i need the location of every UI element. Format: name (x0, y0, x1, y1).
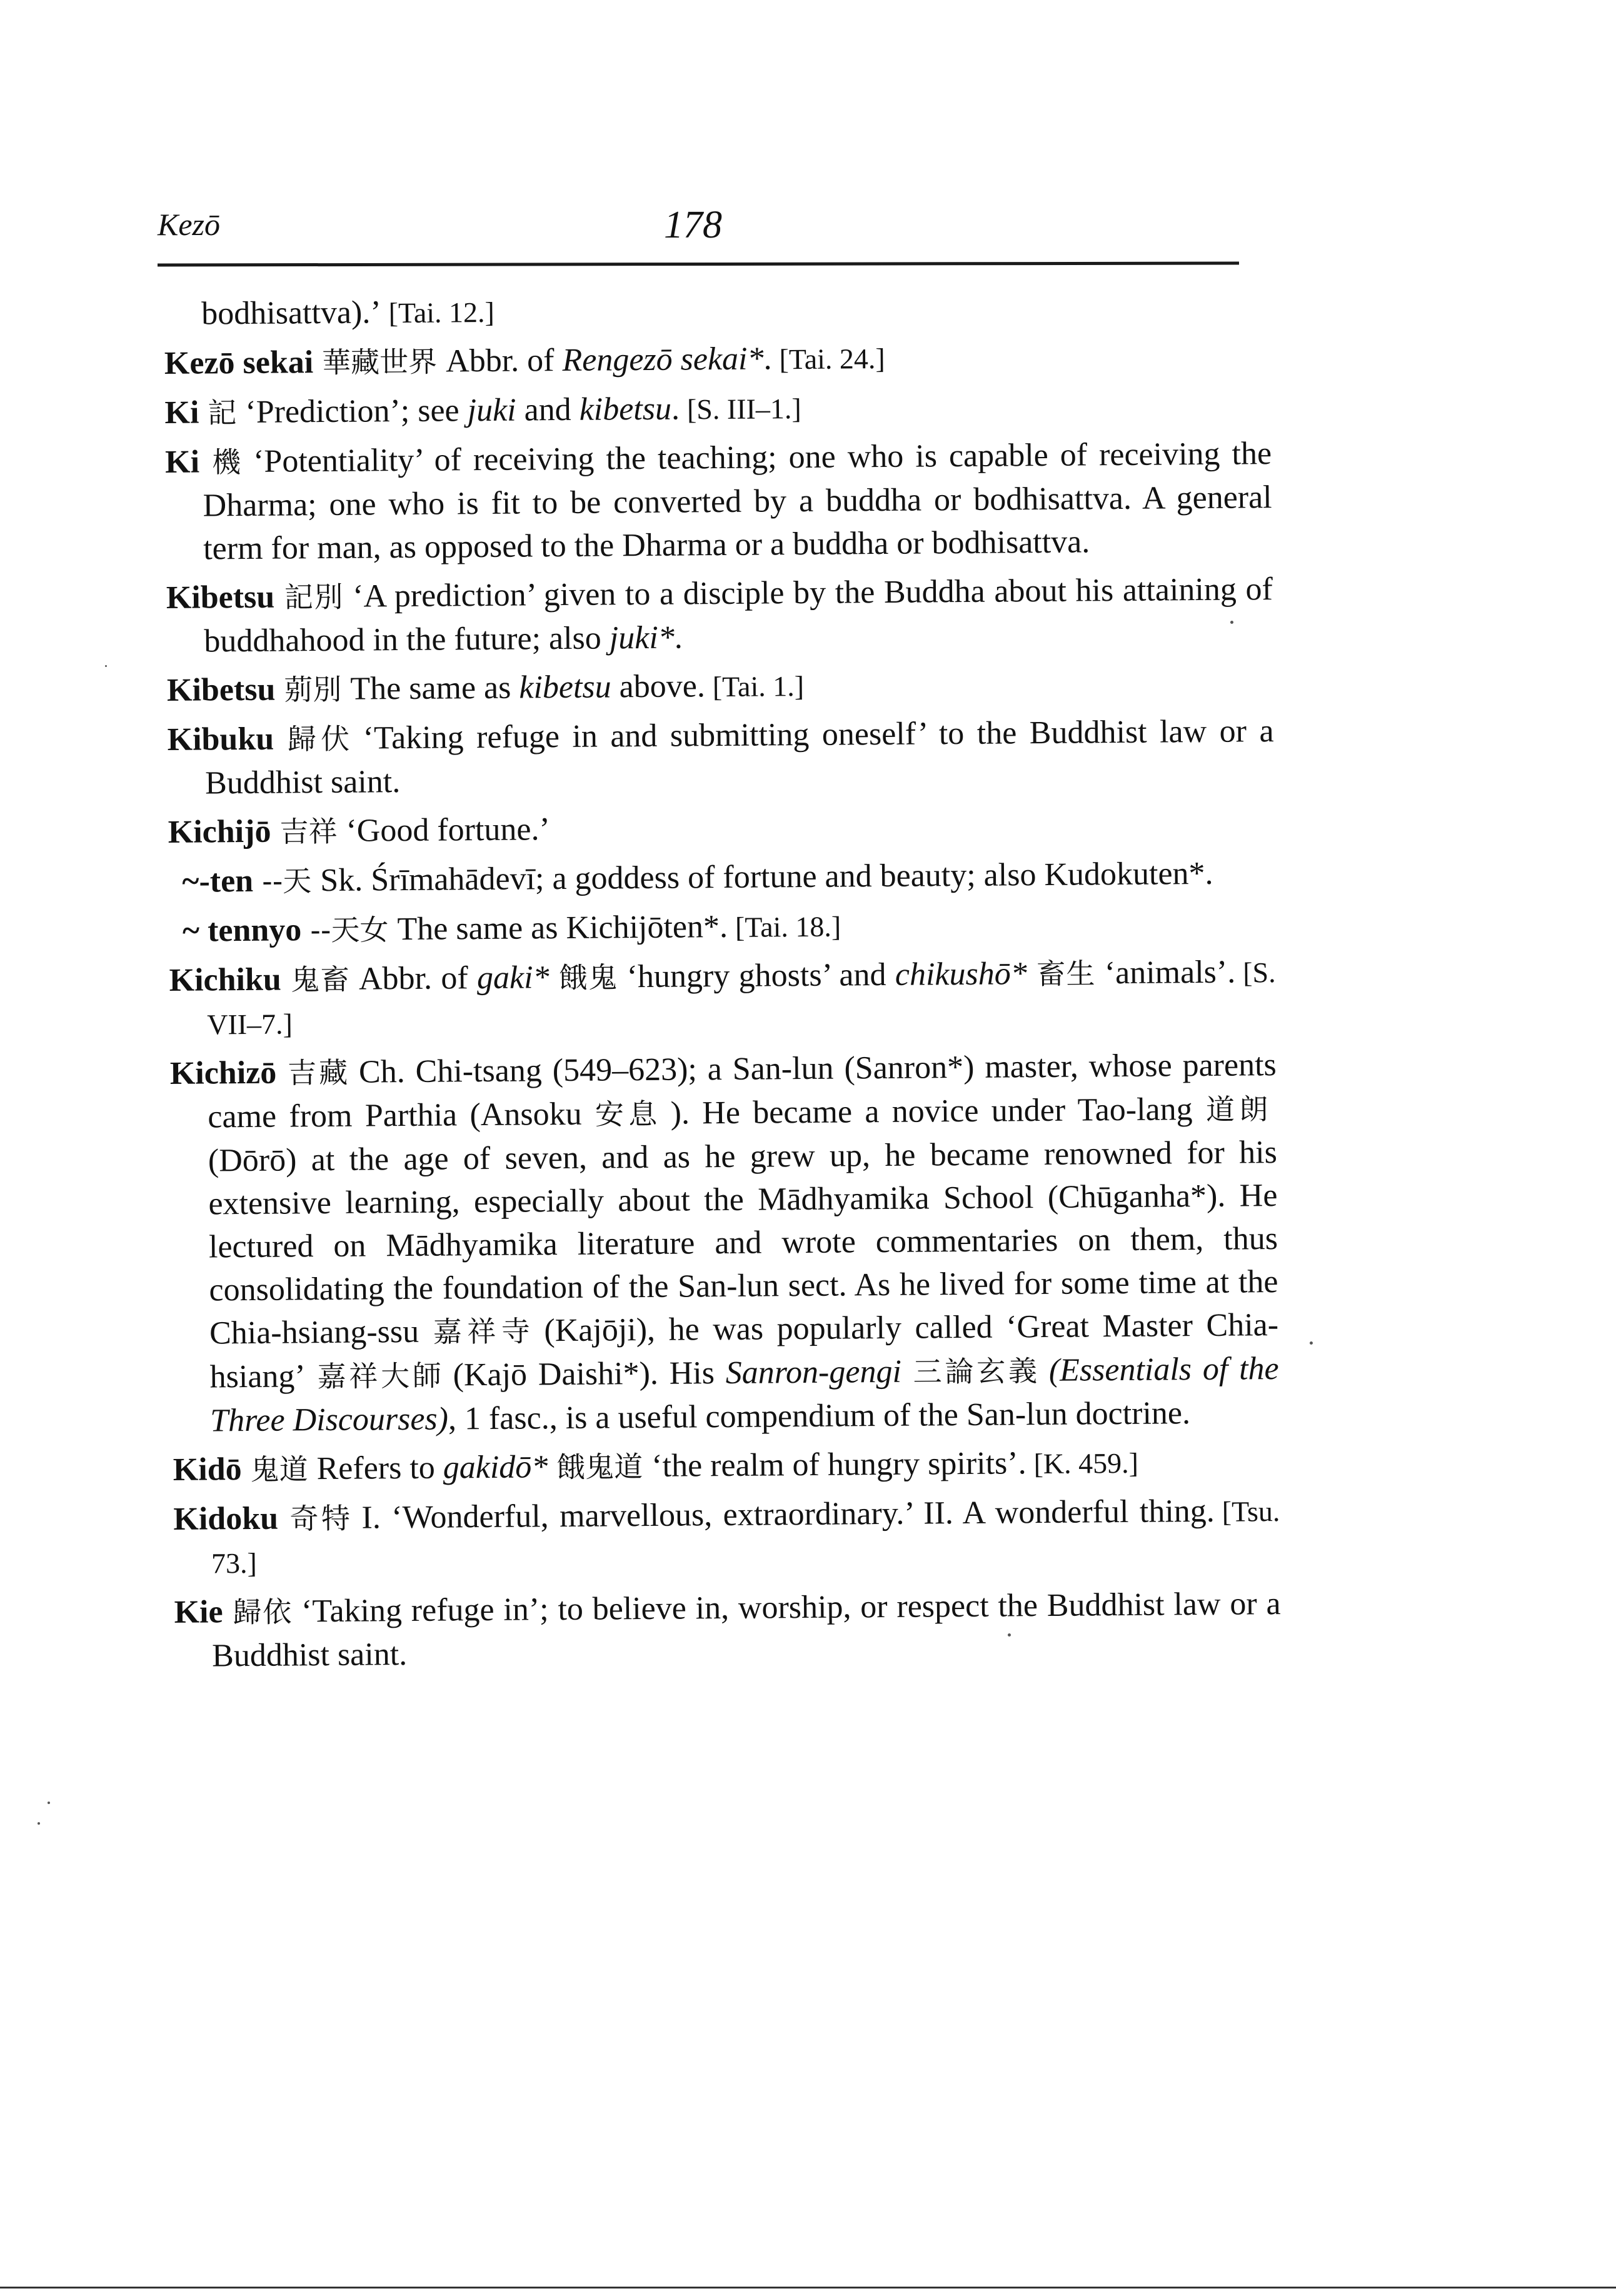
entry-reference: [Tai. 24.] (779, 342, 885, 376)
header-rule (158, 261, 1239, 266)
entry-text: The same as (350, 669, 511, 707)
entry-italic: Rengezō sekai* (562, 341, 764, 378)
dictionary-entries (164, 284, 1281, 1683)
entry-characters: 記別 (283, 579, 344, 614)
entry-text: ‘A prediction’ given to a disciple by the Buddha about his attaining of buddhahood in the future; also (204, 571, 1273, 659)
running-head: Kezō (158, 207, 220, 242)
entry-kichizo (170, 1043, 1280, 1443)
entry-text: Sk. Śrīmahādevī; a goddess of fortune and beauty; also Kudokuten*. (320, 855, 1213, 899)
entry-characters: 歸伏 (282, 721, 354, 756)
entry-text: ‘Prediction’; see (245, 393, 459, 430)
entry-text: ). He became a novice under Tao-lang (670, 1091, 1193, 1131)
entry-headword: Kezō sekai (164, 344, 314, 381)
entry-kibuku (167, 709, 1274, 805)
entry-characters: 歸依 (231, 1595, 293, 1630)
entry-text: ‘Taking refuge in’; to believe in, worship, or respect the Buddhist law or a Buddhist saint. (211, 1586, 1281, 1674)
entry-kibetsu (166, 568, 1273, 663)
entry-reference: [Tsu. 73.] (211, 1495, 1280, 1580)
scan-speck (105, 665, 107, 667)
entry-headword: Kichijō (168, 813, 271, 850)
entry-text: above. (619, 668, 706, 705)
entry-characters: 嘉祥大師 (314, 1358, 444, 1394)
entry-reference: [Tai. 1.] (712, 669, 805, 703)
entry-text: Ch. Chi-tsang (549–623); a San-lun (Sanron*) master, whose parents came from Parthia (Ansoku (208, 1047, 1277, 1135)
entry-characters: 吉祥 (279, 814, 338, 849)
entry-text: ‘the realm of hungry spirits’. (651, 1445, 1026, 1484)
scan-speck (1230, 621, 1233, 624)
scan-speck (1310, 1341, 1313, 1345)
entry-headword: Kibuku (167, 721, 274, 758)
entry-text: The same as Kichijōten*. (397, 908, 728, 948)
entry-characters: 鬼畜 (289, 962, 351, 997)
entry-text: (Kajōji), he was popularly called ‘Great Master Chia-hsiang’ (209, 1307, 1279, 1395)
entry-characters: 華藏世界 (321, 344, 438, 380)
entry-italic: gakidō* (443, 1449, 548, 1486)
entry-kichijo-tennyo (183, 901, 1275, 953)
entry-text: ‘hungry ghosts’ and (626, 956, 886, 995)
entry-characters: 三論玄義 (910, 1354, 1041, 1389)
entry-italic: juki (467, 392, 516, 429)
entry-text: Abbr. of (358, 960, 468, 997)
scan-speck (1008, 1633, 1011, 1637)
entry-ki-potentiality (165, 432, 1273, 571)
entry-headword: Kibetsu (166, 579, 275, 616)
entry-characters: --天 (261, 864, 312, 898)
scan-speck (38, 1822, 40, 1825)
entry-headword: ~ tennyo (182, 912, 302, 949)
entry-text: ‘Good fortune.’ (346, 811, 551, 849)
entry-kido (173, 1440, 1280, 1492)
entry-text: ‘Taking refuge in and submitting oneself’ to the Buddhist law or a Buddhist saint. (204, 713, 1274, 801)
entry-characters: 奇特 (286, 1501, 353, 1536)
page-number: 178 (664, 204, 722, 246)
entry-headword: Kichizō (169, 1055, 277, 1091)
entry-text: I. ‘Wonderful, marvellous, extraordinary.’ II. A wonderful thing. (361, 1493, 1215, 1536)
entry-characters: 吉藏 (285, 1055, 351, 1090)
entry-kezo-sekai (164, 333, 1271, 386)
entry-headword: Kie (174, 1594, 223, 1630)
entry-italic: gaki* (476, 960, 550, 996)
entry-reference: [S. VII–7.] (206, 956, 1276, 1041)
entry-headword: Kidoku (173, 1500, 279, 1537)
entry-kichijo (168, 802, 1275, 855)
entry-italic: chikushō* (895, 956, 1027, 993)
entry-kie (174, 1582, 1281, 1678)
entry-reference: [K. 459.] (1033, 1446, 1139, 1480)
entry-text: Refers to (316, 1450, 436, 1487)
entry-characters: 畜生 (1035, 956, 1097, 991)
entry-characters: 安息 (590, 1096, 662, 1131)
entry-headword: Ki (164, 394, 199, 431)
entry-kidoku (173, 1489, 1280, 1585)
entry-characters: 莂別 (284, 672, 342, 707)
entry-characters: 餓鬼道 (556, 1450, 643, 1485)
entry-text: . (674, 619, 683, 656)
entry-italic: juki* (609, 619, 675, 656)
entry-reference: [S. III–1.] (686, 392, 801, 426)
entry-text: (Dōrō) at the age of seven, and as he grew up, he became renowned for his extensive learning, especially about the Mādhyamika School (Chūganha*). He lectured on Mādhyamika literature and wrote commentaries on them, thus consolidating the foundation of the San-lun sect. As he lived for some time at the Chia-hsiang-ssu (208, 1135, 1278, 1351)
entry-characters: 餓鬼 (558, 960, 618, 995)
entry-characters: 記 (208, 396, 237, 430)
entry-text: and (524, 391, 571, 428)
entry-headword: Ki (164, 444, 200, 480)
scan-speck (48, 1802, 50, 1804)
entry-characters: 嘉祥寺 (427, 1314, 536, 1349)
entry-characters: 鬼道 (250, 1452, 308, 1486)
entry-kichiku (169, 950, 1276, 1046)
entry-text: Abbr. of (445, 343, 555, 379)
entry-text: bodhisattva).’ (201, 294, 381, 332)
entry-characters: 道朗 (1201, 1092, 1268, 1127)
entry-text: (Kajō Daishi*). His (453, 1355, 715, 1393)
entry-headword: Kidō (173, 1451, 242, 1488)
entry-italic: kibetsu (519, 669, 611, 706)
entry-reference: [Tai. 18.] (735, 910, 841, 943)
entry-italic: kibetsu (579, 391, 672, 428)
entry-kibetsu-variant (167, 660, 1273, 713)
entry-italic: (Essentials of the Three Discourses) (209, 1351, 1279, 1439)
entry-text: ‘Potentiality’ of receiving the teaching; one who is capable of receiving the Dharma; one who is fit to be converted by a buddha or bodhisattva. A general term for man, as opposed to the Dharma or a buddha or bodhisattva. (203, 436, 1272, 567)
entry-text: , 1 fasc., is a useful compendium of the San-lun doctrine. (448, 1395, 1191, 1437)
entry-text: . (671, 391, 680, 427)
entry-text: ‘animals’. (1104, 954, 1236, 991)
entry-reference: [Tai. 12.] (388, 296, 495, 329)
scan-bottom-edge (0, 2287, 1616, 2288)
entry-headword: ~-ten (182, 863, 254, 900)
entry-headword: Kibetsu (166, 671, 276, 708)
entry-characters: --天女 (310, 913, 389, 948)
entry-headword: Kichiku (169, 961, 282, 998)
entry-continuation (164, 284, 1270, 336)
entry-characters: 機 (208, 444, 245, 479)
entry-text: . (763, 341, 772, 377)
entry-kichijo-ten (182, 851, 1275, 904)
entry-ki-prediction (164, 383, 1271, 435)
entry-italic: Sanron-gengi (725, 1353, 902, 1391)
